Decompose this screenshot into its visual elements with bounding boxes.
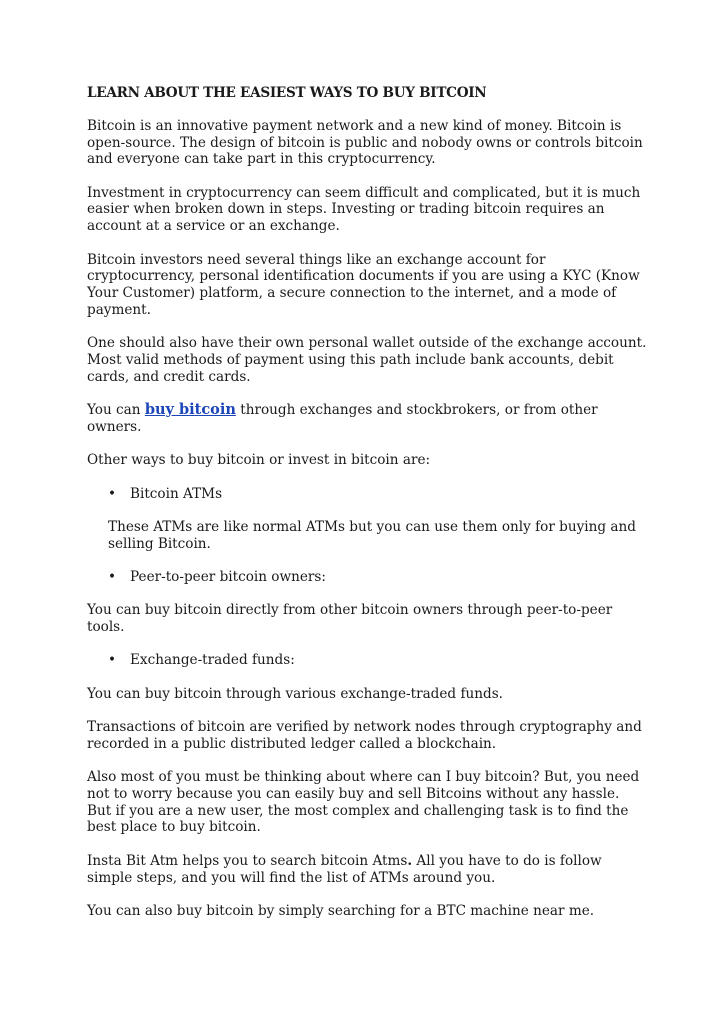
ways-list-1 xyxy=(87,486,647,503)
paragraph-buy-link xyxy=(87,402,647,436)
ways-list-3 xyxy=(87,652,647,669)
paragraph-wallet: One should also have their own personal wallet outside of the exchange account. Most valid methods of payment using this path include bank accounts, debit cards, and credit cards. xyxy=(87,335,647,385)
buy-link-suffix: through exchanges and stockbrokers, or from other owners. xyxy=(87,402,598,435)
buy-bitcoin-link[interactable]: buy bitcoin xyxy=(144,401,236,419)
list-item-label: Exchange-traded funds: xyxy=(130,652,295,669)
bullet-icon: • xyxy=(108,485,117,502)
insta-prefix: Insta Bit Atm helps you to search bitcoin Atms xyxy=(87,852,408,869)
paragraph-atms-desc: These ATMs are like normal ATMs but you can use them only for buying and selling Bitcoin. xyxy=(108,518,636,552)
document-heading: LEARN ABOUT THE EASIEST WAYS TO BUY BITCOIN xyxy=(87,85,487,101)
list-item-peer-to-peer xyxy=(108,569,647,586)
insta-dot: . xyxy=(407,852,413,869)
paragraph-intro: Bitcoin is an innovative payment network and a new kind of money. Bitcoin is open-source. The design of bitcoin is public and nobody owns or controls bitcoin and everyone can take part in this cryptocurrency. xyxy=(87,117,643,168)
insta-suffix: All you have to do is follow simple steps, and you will find the list of ATMs around you. xyxy=(87,852,602,886)
paragraph-etf-desc: You can buy bitcoin through various exchange-traded funds. xyxy=(87,685,503,702)
bullet-icon: • xyxy=(108,652,117,669)
document-body xyxy=(87,85,647,936)
paragraph-closing: You can also buy bitcoin by simply searching for a BTC machine near me. xyxy=(87,902,595,919)
paragraph-blockchain: Transactions of bitcoin are verified by network nodes through cryptography and recorded in a public distributed ledger called a blockchain. xyxy=(87,718,642,752)
paragraph-investment: Investment in cryptocurrency can seem difficult and complicated, but it is much easier when broken down in steps. Investing or trading bitcoin requires an account at a service or an exchange. xyxy=(87,184,641,235)
paragraph-other-ways: Other ways to buy bitcoin or invest in bitcoin are: xyxy=(87,452,431,469)
list-item-label: Peer-to-peer bitcoin owners: xyxy=(130,568,326,585)
buy-link-prefix: You can xyxy=(87,402,145,419)
paragraph-where-to-buy: Also most of you must be thinking about where can I buy bitcoin? But, you need not to worry because you can easily buy and sell Bitcoins without any hassle. But if you are a new user, the most complex and challenging task is to find the best place to buy bitcoin. xyxy=(87,769,640,836)
paragraph-requirements: Bitcoin investors need several things like an exchange account for cryptocurrency, personal identification documents if you are using a KYC (Know Your Customer) platform, a secure connection to the internet, and a mode of payment. xyxy=(87,251,640,318)
paragraph-insta-bit-atm xyxy=(87,853,647,887)
paragraph-peer-desc: You can buy bitcoin directly from other bitcoin owners through peer-to-peer tools. xyxy=(87,602,613,636)
ways-list-2 xyxy=(87,569,647,586)
list-item-label: Bitcoin ATMs xyxy=(130,485,223,502)
bullet-icon: • xyxy=(108,568,117,585)
list-item-atms xyxy=(108,486,647,503)
list-item-etf xyxy=(108,652,647,669)
